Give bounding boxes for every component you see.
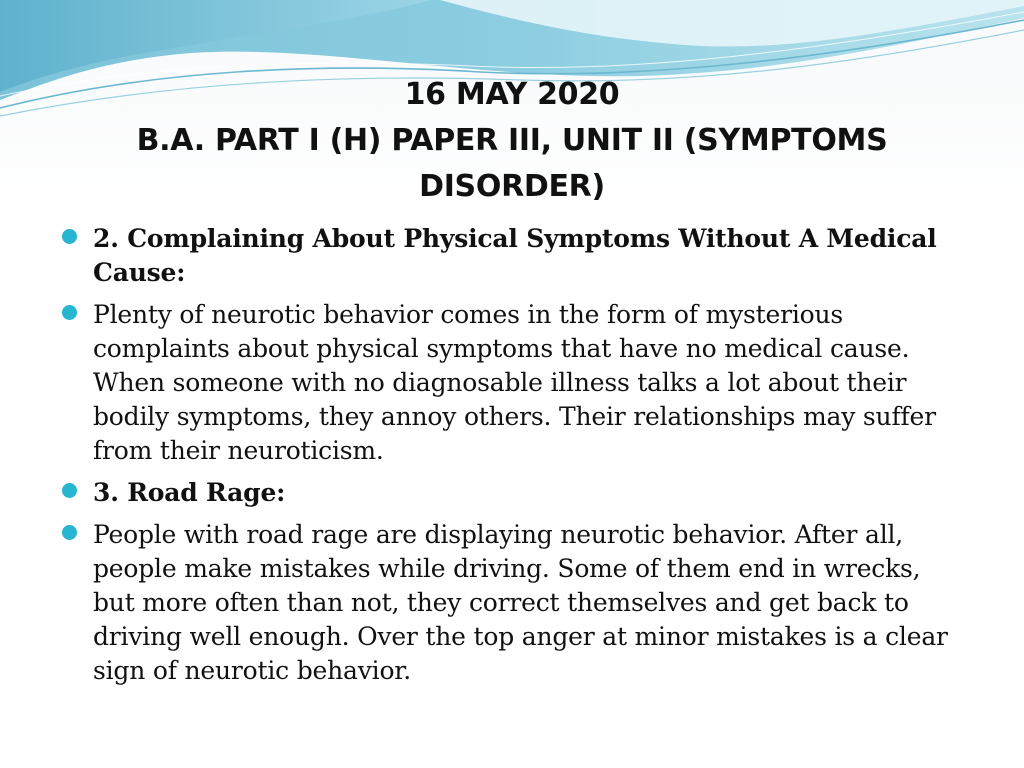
bullet-text: 3. Road Rage: <box>93 478 286 507</box>
bullet-dot-icon <box>62 525 77 540</box>
bullet-text: 2. Complaining About Physical Symptoms Without A Medical Cause: <box>93 224 937 287</box>
bullet-dot-icon <box>62 229 77 244</box>
bullet-list <box>62 222 962 696</box>
bullet-text: People with road rage are displaying neurotic behavior. After all, people make mistakes while driving. Some of them end in wrecks, but more often than not, they correct themselves and get back to driving well enough. Over the top anger at minor mistakes is a clear sign of neurotic behavior. <box>93 520 948 685</box>
title-line-2: B.A. PART I (H) PAPER III, UNIT II (SYMPTOMS <box>136 123 888 158</box>
bullet-text: Plenty of neurotic behavior comes in the form of mysterious complaints about physical symptoms that have no medical cause. When someone with no diagnosable illness talks a lot about their bodily symptoms, they annoy others. Their relationships may suffer from their neuroticism. <box>93 300 936 465</box>
bullet-item <box>62 298 962 468</box>
slide-title <box>80 72 944 210</box>
bullet-item <box>62 222 962 290</box>
bullet-dot-icon <box>62 305 77 320</box>
bullet-dot-icon <box>62 483 77 498</box>
title-line-3: DISORDER) <box>419 169 605 204</box>
title-line-1: 16 MAY 2020 <box>404 77 620 112</box>
bullet-item <box>62 518 962 688</box>
bullet-item <box>62 476 962 510</box>
